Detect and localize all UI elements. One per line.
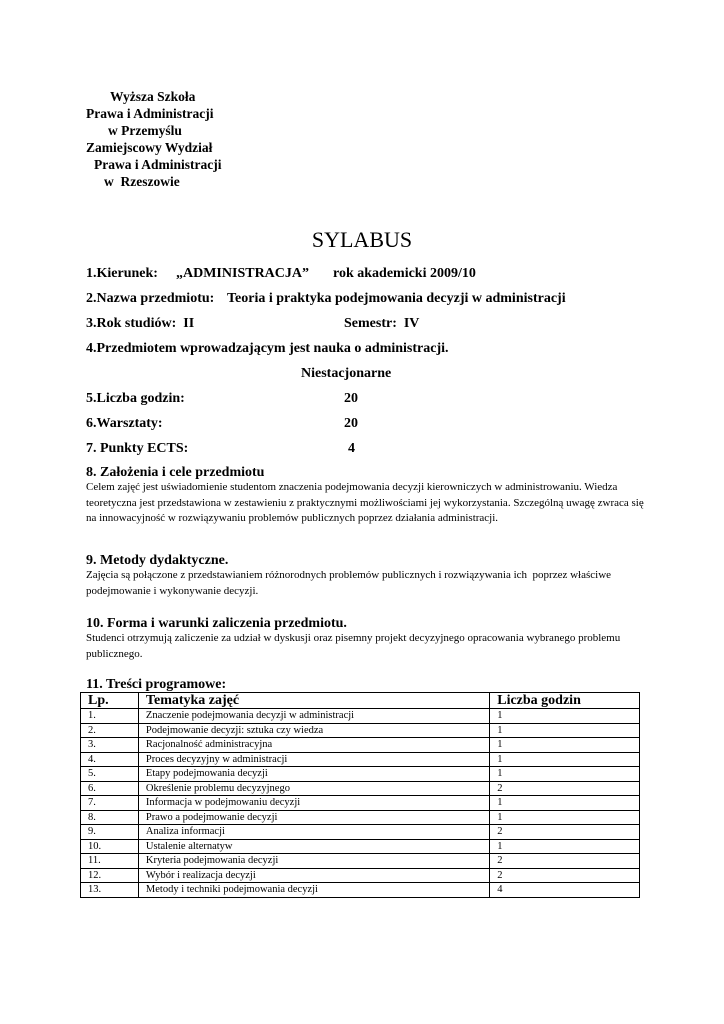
section-9-heading: 9. Metody dydaktyczne.	[86, 553, 229, 568]
subject-value: Teoria i praktyka podejmowania decyzji w administracji	[227, 291, 566, 306]
row-topic: Metody i techniki podejmowania decyzji	[138, 883, 489, 898]
row-number: 11.	[81, 854, 139, 869]
table-row	[81, 868, 640, 883]
table-row	[81, 839, 640, 854]
row-hours: 1	[490, 810, 640, 825]
column-header-topic: Tematyka zajęć	[138, 693, 489, 709]
row-number: 13.	[81, 883, 139, 898]
kierunek-value: „ADMINISTRACJA”	[176, 266, 310, 281]
table-row	[81, 883, 640, 898]
row-hours: 1	[490, 839, 640, 854]
row-topic: Znaczenie podejmowania decyzji w administracji	[138, 709, 489, 724]
year-of-study: 3.Rok studiów: II	[86, 316, 195, 331]
academic-year: rok akademicki 2009/10	[333, 266, 476, 281]
row-number: 2.	[81, 723, 139, 738]
table-row	[81, 781, 640, 796]
workshops-label: 6.Warsztaty:	[86, 416, 163, 431]
study-mode: Niestacjonarne	[301, 366, 392, 381]
row-hours: 1	[490, 723, 640, 738]
row-number: 5.	[81, 767, 139, 782]
kierunek-label: 1.Kierunek:	[86, 266, 158, 281]
ects-value: 4	[348, 441, 355, 456]
institution-line: Wyższa Szkoła	[110, 89, 196, 104]
page-title: SYLABUS	[311, 227, 413, 252]
row-hours: 1	[490, 767, 640, 782]
row-number: 4.	[81, 752, 139, 767]
row-topic: Wybór i realizacja decyzji	[138, 868, 489, 883]
row-hours: 1	[490, 709, 640, 724]
section-9-text: Zajęcia są połączone z przedstawianiem różnorodnych problemów publicznych i rozwiązywania ich poprzez właściwe podejmowanie i wykonywanie decyzji.	[86, 569, 614, 597]
institution-line: w Rzeszowie	[104, 174, 180, 189]
section-8-text: Celem zajęć jest uświadomienie studentom znaczenia podejmowania decyzji kierowniczych w administrowaniu. Wiedza teoretyczna jest przedstawiona w zestawieniu z praktycznymi możliwościami jej wykorzystania. Szczególną uwagę zwraca się na innowacyjność w rozwiązywaniu problemów publicznych poprzez działania administracji.	[86, 481, 644, 524]
row-hours: 1	[490, 796, 640, 811]
table-row	[81, 738, 640, 753]
subject-label: 2.Nazwa przedmiotu:	[86, 291, 215, 306]
row-hours: 4	[490, 883, 640, 898]
row-number: 9.	[81, 825, 139, 840]
row-topic: Ustalenie alternatyw	[138, 839, 489, 854]
program-table	[80, 692, 640, 898]
table-row	[81, 810, 640, 825]
row-number: 6.	[81, 781, 139, 796]
semester: Semestr: IV	[344, 316, 420, 331]
row-topic: Racjonalność administracyjna	[138, 738, 489, 753]
table-row	[81, 767, 640, 782]
table-row	[81, 709, 640, 724]
row-topic: Analiza informacji	[138, 825, 489, 840]
row-topic: Etapy podejmowania decyzji	[138, 767, 489, 782]
hours-label: 5.Liczba godzin:	[86, 391, 185, 406]
section-8-heading: 8. Założenia i cele przedmiotu	[86, 465, 265, 480]
table-row	[81, 796, 640, 811]
hours-value: 20	[344, 391, 358, 406]
section-10-text: Studenci otrzymują zaliczenie za udział w dyskusji oraz pisemny projekt decyzyjnego opracowania wybranego problemu publicznego.	[86, 632, 621, 660]
row-hours: 2	[490, 825, 640, 840]
row-topic: Prawo a podejmowanie decyzji	[138, 810, 489, 825]
institution-line: Zamiejscowy Wydział	[86, 140, 213, 155]
table-header-row	[81, 693, 640, 709]
introductory-subject: 4.Przedmiotem wprowadzającym jest nauka o administracji.	[86, 341, 449, 356]
column-header-hours: Liczba godzin	[490, 693, 640, 709]
row-hours: 1	[490, 738, 640, 753]
institution-line: Prawa i Administracji	[94, 157, 222, 172]
row-hours: 2	[490, 868, 640, 883]
row-topic: Proces decyzyjny w administracji	[138, 752, 489, 767]
row-number: 7.	[81, 796, 139, 811]
table-row	[81, 854, 640, 869]
row-topic: Informacja w podejmowaniu decyzji	[138, 796, 489, 811]
row-topic: Podejmowanie decyzji: sztuka czy wiedza	[138, 723, 489, 738]
section-11-heading: 11. Treści programowe:	[86, 677, 227, 692]
row-number: 1.	[81, 709, 139, 724]
table-row	[81, 723, 640, 738]
row-hours: 2	[490, 781, 640, 796]
row-topic: Określenie problemu decyzyjnego	[138, 781, 489, 796]
row-number: 12.	[81, 868, 139, 883]
workshops-value: 20	[344, 416, 358, 431]
row-number: 3.	[81, 738, 139, 753]
table-row	[81, 752, 640, 767]
row-hours: 2	[490, 854, 640, 869]
row-hours: 1	[490, 752, 640, 767]
row-topic: Kryteria podejmowania decyzji	[138, 854, 489, 869]
table-row	[81, 825, 640, 840]
row-number: 10.	[81, 839, 139, 854]
ects-label: 7. Punkty ECTS:	[86, 441, 189, 456]
row-number: 8.	[81, 810, 139, 825]
section-10-heading: 10. Forma i warunki zaliczenia przedmiotu.	[86, 616, 347, 631]
column-header-lp: Lp.	[81, 693, 139, 709]
institution-line: Prawa i Administracji	[86, 106, 214, 121]
institution-line: w Przemyślu	[108, 123, 182, 138]
